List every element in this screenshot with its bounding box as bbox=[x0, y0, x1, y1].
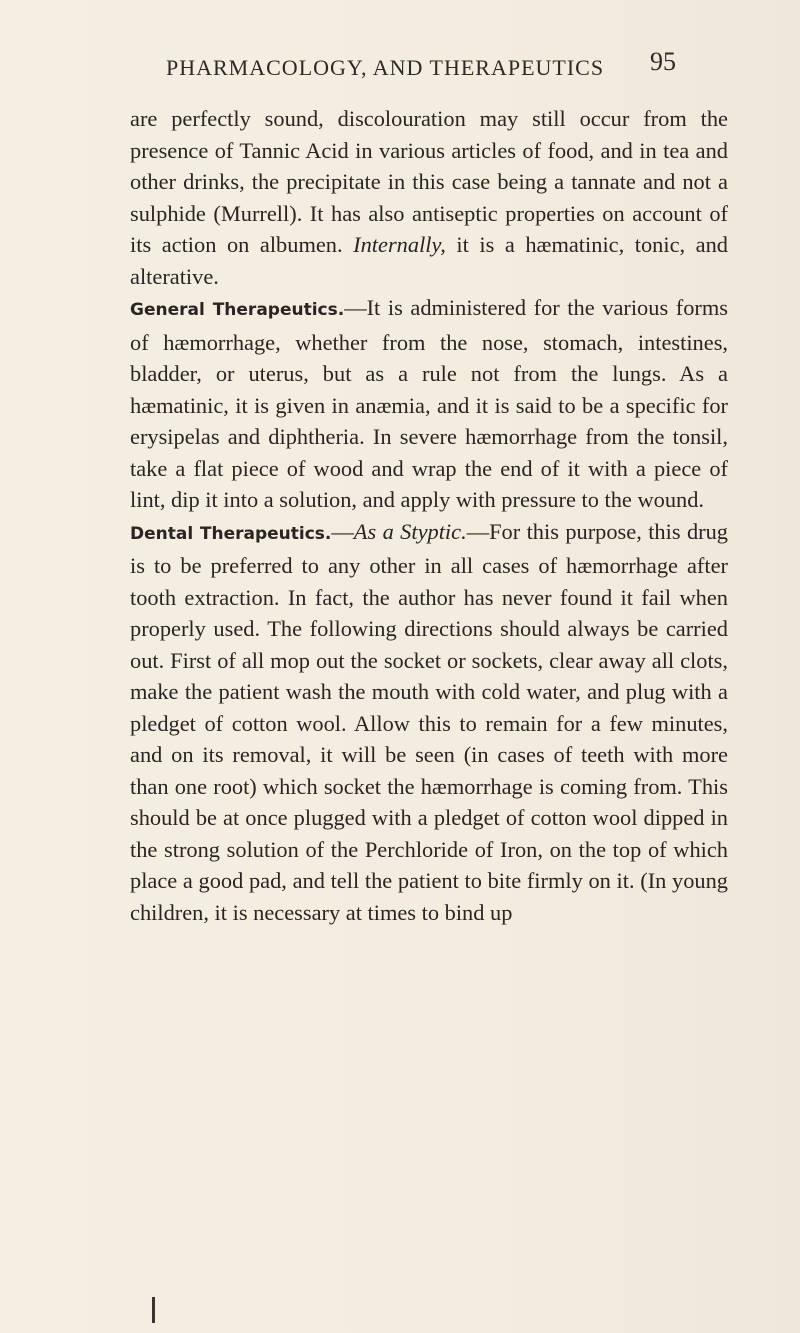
general-therapeutics-text: —It is administered for the various forms of hæmorrhage, whether from the nose, stomach, intestines, bladder, or uterus, but as a rule not from the lungs. As a hæmatinic, it is given in anæmia, and it is said to be a specific for erysipelas and diphtheria. In severe hæmorrhage from the tonsil, take a flat piece of wood and wrap the end of it with a piece of lint, dip it into a solution, and apply with pressure to the wound. bbox=[130, 295, 728, 512]
styptic-emphasis: As a Styptic. bbox=[353, 518, 467, 544]
dental-therapeutics-text: —For this purpose, this drug is to be preferred to any other in all cases of hæmorrhage after tooth extraction. In fact, the author has never found it fail when properly used. The following directions should always be carried out. First of all mop out the socket or sockets, clear away all clots, make the patient wash the mouth with cold water, and plug with a pledget of cotton wool. Allow this to remain for a few minutes, and on its removal, it will be seen (in cases of teeth with more than one root) which socket the hæmorrhage is coming from. This should be at once plugged with a pledget of cotton wool dipped in the strong solution of the Perchloride of Iron, on the top of which place a good pad, and tell the patient to bite firmly on it. (In young children, it is necessary at times to bind up bbox=[130, 518, 728, 925]
paragraph-intro-text-b: it is a hæmatinic, tonic, and alterative. bbox=[130, 232, 728, 289]
body-text bbox=[130, 103, 728, 928]
internally-emphasis: Internally, bbox=[353, 232, 446, 257]
running-title: PHARMACOLOGY, AND THERAPEUTICS bbox=[166, 55, 605, 80]
running-head bbox=[0, 47, 800, 85]
paragraph-dental-therapeutics bbox=[130, 516, 728, 929]
paragraph-intro-text-a: are perfectly sound, discolouration may still occur from the presence of Tannic Acid in various articles of food, and in tea and other drinks, the precipitate in this case being a tannate and not a sulphide (Murrell). It has also antiseptic properties on account of its action on albumen. bbox=[130, 106, 728, 257]
page-number: 95 bbox=[650, 47, 676, 76]
paragraph-intro bbox=[130, 103, 728, 292]
dental-therapeutics-dash: — bbox=[331, 518, 354, 544]
dental-therapeutics-heading: Dental Therapeutics. bbox=[130, 523, 332, 544]
margin-mark bbox=[152, 1297, 155, 1323]
paragraph-general-therapeutics bbox=[130, 292, 728, 516]
general-therapeutics-heading: General Therapeutics. bbox=[130, 300, 345, 320]
